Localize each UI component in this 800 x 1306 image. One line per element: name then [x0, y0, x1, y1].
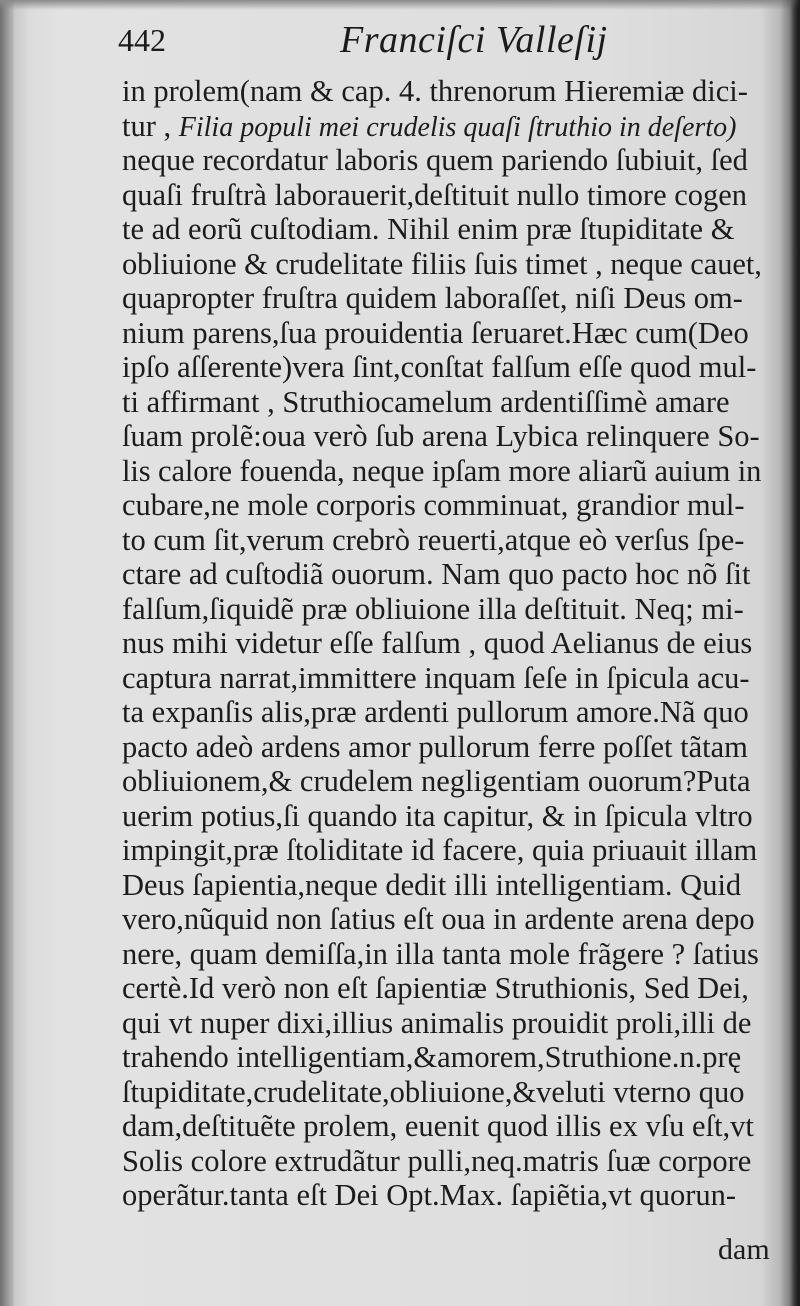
text-line: qui vt nuper dixi,illius animalis prouidit proli,illi de: [122, 1005, 752, 1040]
text-line: cubare,ne mole corporis comminuat, grandior mul-: [122, 488, 745, 522]
text-line: falſum,ſiquidẽ præ obliuione illa deſtituit. Neq; mi-: [122, 591, 744, 626]
text-line: dam,deſtituẽte prolem, euenit quod illis ex vſu eſt,vt: [122, 1109, 754, 1143]
text-line: neque recordatur laboris quem pariendo ſubiuit, ſed: [122, 143, 748, 177]
italic-quotation: Filia populi mei crudelis quaſi ſtruthio in deſerto): [178, 111, 737, 143]
running-head: Franciſci Valleſij: [340, 19, 608, 61]
text-line: trahendo intelligentiam,&amorem,Struthione.n.prę: [122, 1040, 742, 1074]
text-line: nium parens,ſua prouidentia ſeruaret.Hæc cum(Deo: [122, 315, 749, 350]
body-text: [122, 74, 762, 1213]
text-line: lis calore fouenda, neque ipſam more aliarũ auium in: [122, 453, 762, 488]
page-number: 442: [118, 22, 166, 58]
text-line: ſuam prolẽ:oua verò ſub arena Lybica relinquere So-: [122, 419, 760, 453]
gutter-shadow: [0, 0, 14, 1306]
text-line: vero,nũquid non ſatius eſt oua in ardente arena depo: [122, 902, 755, 936]
text-line: quaſi fruſtrà laborauerit,deſtituit nullo timore cogen: [122, 177, 748, 212]
text-line: Deus ſapientia,neque dedit illi intelligentiam. Quid: [122, 867, 742, 902]
text-line: nere, quam demiſſa,in illa tanta mole frãgere ? ſatius: [122, 936, 759, 971]
text-line: te ad eorũ cuſtodiam. Nihil enim præ ſtupiditate &: [122, 212, 735, 246]
top-edge-shadow: [0, 0, 800, 10]
text-line: in prolem(nam & cap. 4. threnorum Hieremiæ dici-: [122, 74, 748, 108]
text-line: obliuionem,& crudelem negligentiam ouorum?Puta: [122, 764, 751, 798]
text-line: uerim potius,ſi quando ita capitur, & in ſpicula vltro: [122, 798, 753, 833]
text-line: impingit,præ ſtoliditate id facere, quia priuauit illam: [122, 833, 758, 867]
text-line: to cum ſit,verum crebrò reuerti,atque eò verſus ſpe-: [122, 522, 745, 557]
text-line: certè.Id verò non eſt ſapientiæ Struthionis, Sed Dei,: [122, 971, 749, 1005]
text-line: nus mihi videtur eſſe falſum , quod Aelianus de eius: [122, 626, 753, 660]
text-line: tur , Filia populi mei crudelis quaſi ſtruthio in deſerto): [122, 108, 737, 143]
text-line: ta expanſis alis,præ ardenti pullorum amore.Nã quo: [122, 695, 749, 729]
text-line: captura narrat,immittere inquam ſeſe in ſpicula acu-: [122, 660, 750, 695]
text-line: pacto adeò ardens amor pullorum ferre poſſet tãtam: [122, 729, 748, 764]
page-edge: [780, 0, 800, 1306]
text-line: ipſo aſſerente)vera ſint,conſtat falſum eſſe quod mul-: [122, 350, 757, 384]
text-line: operãtur.tanta eſt Dei Opt.Max. ſapiẽtia,vt quorun-: [122, 1178, 737, 1212]
text-line: Solis colore extrudãtur pulli,neq.matris ſuæ corpore: [122, 1143, 752, 1178]
catchword: dam: [718, 1233, 770, 1266]
text-line: quapropter fruſtra quidem laboraſſet, niſi Deus om-: [122, 281, 743, 315]
text-line: ſtupiditate,crudelitate,obliuione,&veluti vterno quo: [122, 1074, 745, 1109]
page-header: [118, 18, 718, 68]
text-line: ctare ad cuſtodiã ouorum. Nam quo pacto hoc nõ ſit: [122, 557, 751, 591]
text-line: obliuione & crudelitate filiis ſuis timet , neque cauet,: [122, 246, 762, 281]
text-line: ti affirmant , Struthiocamelum ardentiſſimè amare: [122, 384, 730, 419]
